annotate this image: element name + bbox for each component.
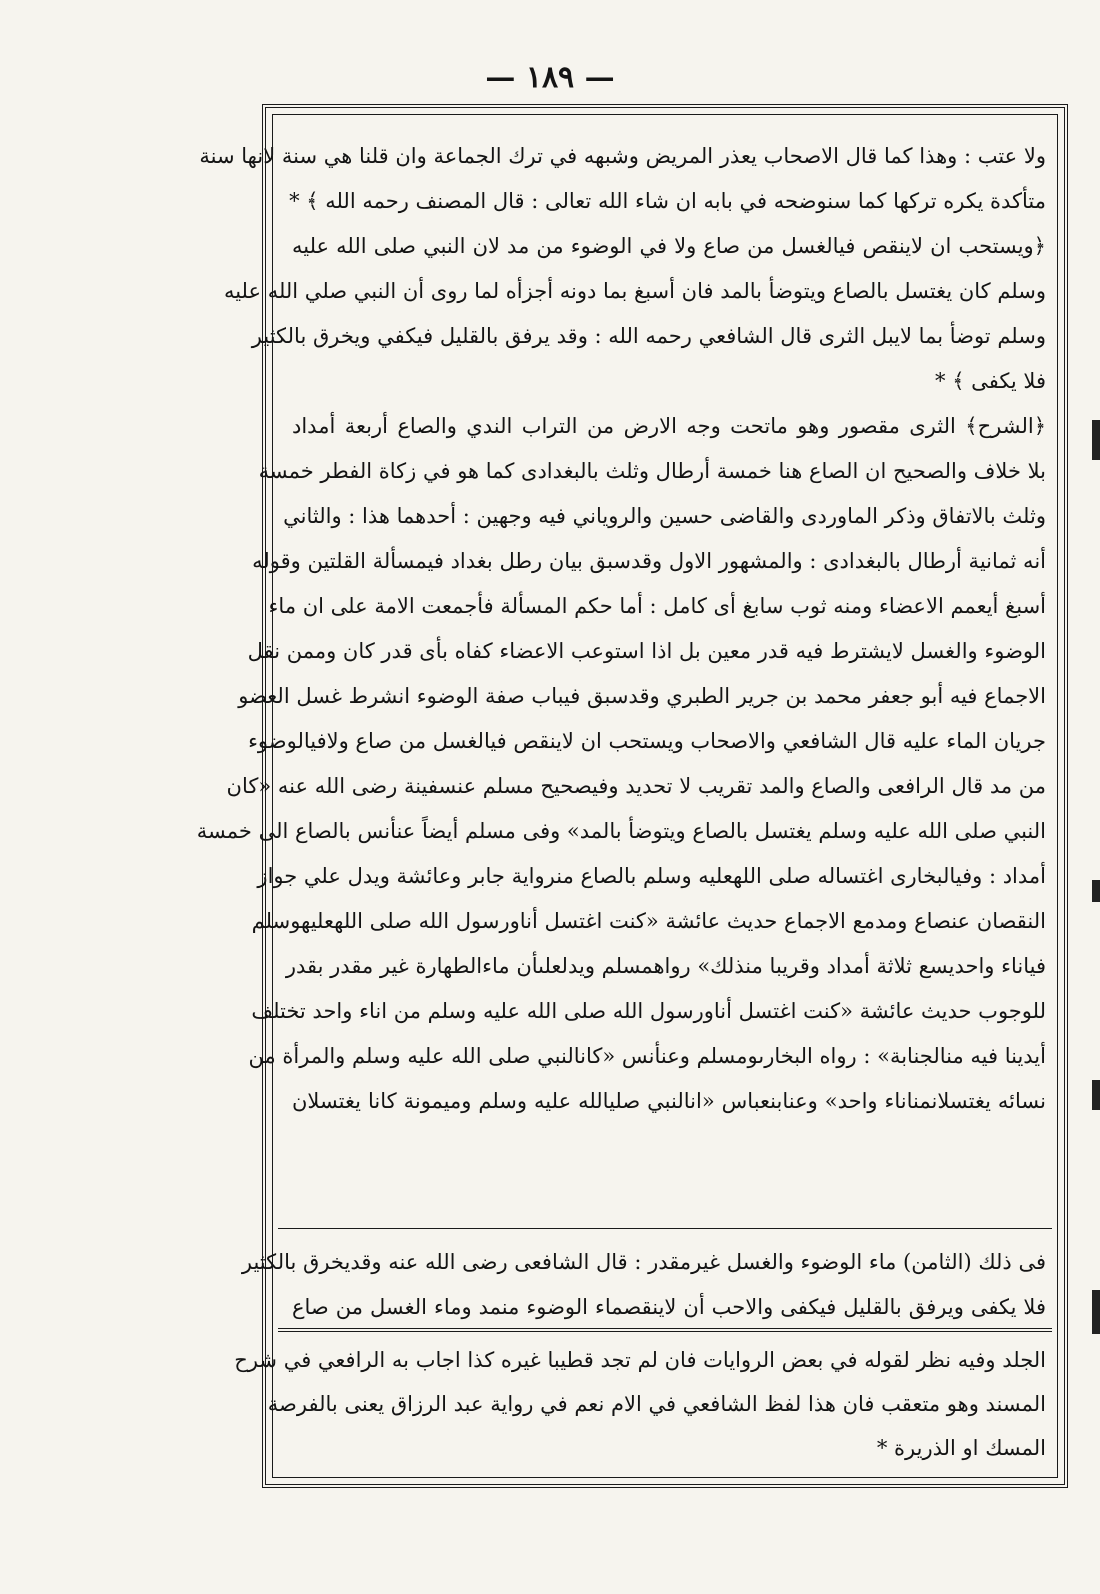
text-line: الاجماع فيه أبو جعفر محمد بن جرير الطبري وقدسبق فيباب صفة الوضوء انشرط غسل العضو [238, 684, 1046, 708]
margin-mark [1092, 880, 1100, 902]
footnote-divider-2 [278, 1328, 1052, 1332]
text-line: وسلم كان يغتسل بالصاع ويتوضأ بالمد فان أسبغ بما دونه أجزأه لما روى أن النبي صلي الله عليه [223, 279, 1046, 303]
text-line: فلا يكفى ويرفق بالقليل فيكفى والاحب أن لاينقصماء الوضوء منمد وماء الغسل من صاع [292, 1295, 1046, 1319]
margin-mark [1092, 420, 1100, 460]
text-line: أيدينا فيه منالجنابة» : رواه البخارىومسلم وعنأنس «كانالنبي صلى الله عليه وسلم والمرأة من [248, 1044, 1046, 1068]
text-line: المسك او الذريرة * [876, 1436, 1046, 1460]
footnote-block-2 [234, 1338, 1046, 1470]
text-line: فلا يكفى ﴾ * [935, 369, 1046, 393]
text-line: للوجوب حديث عائشة «كنت اغتسل أناورسول الله صلى الله عليه وسلم من اناء واحد تختلف [251, 999, 1046, 1023]
text-line: النقصان عنصاع ومدمع الاجماع حديث عائشة «كنت اغتسل أناورسول الله صلى اللهعليهوسلم [251, 909, 1046, 933]
text-line: الجلد وفيه نظر لقوله في بعض الروايات فان لم تجد قطيبا غيره كذا اجاب به الرافعي في شرح [234, 1348, 1046, 1372]
text-line: الوضوء والغسل لايشترط فيه قدر معين بل اذا استوعب الاعضاء كفاه بأى قدر كان وممن نقل [247, 639, 1046, 663]
text-line: بلا خلاف والصحيح ان الصاع هنا خمسة أرطال وثلث بالبغدادى كما هو في زكاة الفطر خمسة [258, 459, 1046, 483]
text-line: وثلث بالاتفاق وذكر الماوردى والقاضى حسين والروياني فيه وجهين : أحدهما هذا : والثاني [283, 504, 1046, 528]
margin-mark [1092, 1290, 1100, 1334]
text-line: المسند وهو متعقب فان هذا لفظ الشافعي في الام نعم في رواية عبد الرزاق يعنى بالفرصة [267, 1392, 1046, 1416]
text-line: أمداد : وفيالبخارى اغتساله صلى اللهعليه وسلم بالصاع منرواية جابر وعائشة ويدل علي جواز [257, 864, 1046, 888]
text-line: متأكدة يكره تركها كما سنوضحه في بابه ان شاء الله تعالى : قال المصنف رحمه الله ﴾ * [289, 189, 1046, 213]
margin-mark [1092, 1080, 1100, 1110]
text-line: فى ذلك (الثامن) ماء الوضوء والغسل غيرمقدر : قال الشافعى رضى الله عنه وقديخرق بالكثير [241, 1250, 1046, 1274]
text-line: وسلم توضأ بما لايبل الثرى قال الشافعي رحمه الله : وقد يرفق بالقليل فيكفي ويخرق بالكثير [251, 324, 1046, 348]
text-line: أسبغ أيعمم الاعضاء ومنه ثوب سابغ أى كامل : أما حكم المسألة فأجمعت الامة على ان ماء [268, 594, 1046, 618]
text-line: النبي صلى الله عليه وسلم يغتسل بالصاع ويتوضأ بالمد» وفى مسلم أيضاً عنأنس بالصاع الى خمسة [196, 819, 1046, 843]
text-line: جريان الماء عليه قال الشافعي والاصحاب ويستحب ان لاينقص فيالغسل من صاع ولافيالوضوء [248, 729, 1046, 753]
footnote-divider-1 [278, 1228, 1052, 1229]
text-line: ولا عتب : وهذا كما قال الاصحاب يعذر المريض وشبهه في ترك الجماعة وان قلنا هي سنة لانها سنة [199, 144, 1046, 168]
text-line: من مد قال الرافعى والصاع والمد تقريب لا تحديد وفيصحيح مسلم عنسفينة رضى الله عنه «كان [226, 774, 1046, 798]
text-line: ﴿الشرح﴾ الثرى مقصور وهو ماتحت وجه الارض من التراب الندي والصاع أربعة أمداد [292, 414, 1046, 438]
page-number: — ١٨٩ — [485, 60, 615, 95]
text-line: أنه ثمانية أرطال بالبغدادى : والمشهور الاول وقدسبق بيان رطل بغداد فيمسألة القلتين وقوله [252, 549, 1046, 573]
footnote-block-1 [241, 1240, 1046, 1330]
main-text-block [196, 134, 1046, 1124]
text-line: نسائه يغتسلانمناناء واحد» وعنابنعباس «انالنبي صليالله عليه وسلم وميمونة كانا يغتسلان [292, 1089, 1046, 1113]
text-line: ﴿ويستحب ان لاينقص فيالغسل من صاع ولا في الوضوء من مد لان النبي صلى الله عليه [292, 234, 1046, 258]
text-line: فياناء واحديسع ثلاثة أمداد وقريبا منذلك» رواهمسلم ويدلعلىأن ماءالطهارة غير مقدر بقدر [285, 954, 1046, 978]
